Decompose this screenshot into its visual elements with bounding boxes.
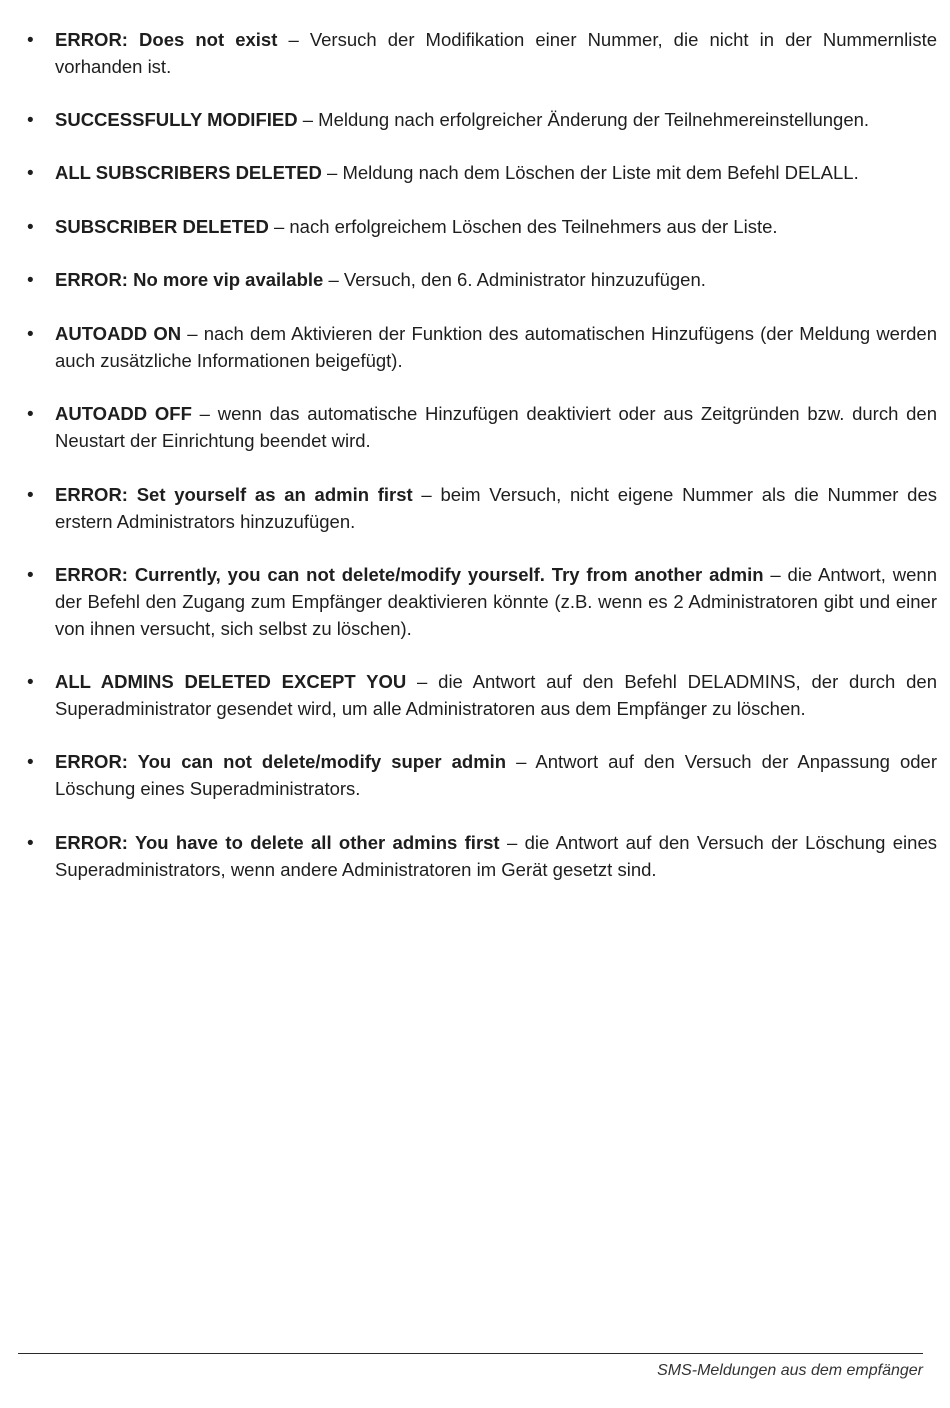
list-item-text — [55, 400, 937, 454]
list-item-text — [55, 561, 937, 642]
message-term: ALL ADMINS DELETED EXCEPT YOU — [55, 671, 407, 692]
bullet-icon: • — [27, 672, 34, 693]
list-item-text — [55, 106, 937, 133]
message-description: – Antwort auf den Versuch der Anpassung oder Löschung eines Superadministrators. — [55, 751, 937, 799]
list-item-text — [55, 829, 937, 883]
message-description: – die Antwort auf den Versuch der Löschung eines Superadministrators, wenn andere Administratoren im Gerät gesetzt sind. — [55, 832, 937, 880]
bullet-icon: • — [27, 485, 34, 506]
list-item-text — [55, 159, 937, 186]
list-item-text — [55, 668, 937, 722]
message-term: ERROR: Set yourself as an admin first — [55, 484, 413, 505]
message-term: SUCCESSFULLY MODIFIED — [55, 109, 298, 130]
message-description: – die Antwort auf den Befehl DELADMINS, der durch den Superadministrator gesendet wird, um alle Administratoren aus dem Empfänger zu löschen. — [55, 671, 937, 719]
message-description: – Meldung nach dem Löschen der Liste mit dem Befehl DELALL. — [321, 162, 859, 183]
footer-divider — [18, 1353, 923, 1354]
bullet-icon: • — [27, 30, 34, 51]
list-item-text — [55, 213, 937, 240]
message-term: ERROR: You have to delete all other admins first — [55, 832, 500, 853]
list-item-text — [55, 266, 937, 293]
bullet-icon: • — [27, 217, 34, 238]
bullet-icon: • — [27, 565, 34, 586]
message-description: – die Antwort, wenn der Befehl den Zugang zum Empfänger deaktivieren könnte (z.B. wenn es 2 Administratoren gibt und einer von ihnen versucht, sich selbst zu löschen). — [55, 564, 937, 639]
list-item-text — [55, 481, 937, 535]
message-description: – nach erfolgreichem Löschen des Teilnehmers aus der Liste. — [268, 216, 778, 237]
message-description: – beim Versuch, nicht eigene Nummer als die Nummer des erstern Administrators hinzuzufügen. — [55, 484, 937, 532]
message-description: – wenn das automatische Hinzufügen deaktiviert oder aus Zeitgründen bzw. durch den Neustart der Einrichtung beendet wird. — [55, 403, 937, 451]
message-description: – Meldung nach erfolgreicher Änderung der Teilnehmereinstellungen. — [297, 109, 870, 130]
bullet-icon: • — [27, 163, 34, 184]
message-description: – nach dem Aktivieren der Funktion des automatischen Hinzufügens (der Meldung werden auch zusätzliche Informationen beigefügt). — [55, 323, 938, 371]
footer-section-title: SMS-Meldungen aus dem empfänger — [657, 1362, 923, 1379]
list-item-text — [55, 26, 937, 80]
message-description: – Versuch, den 6. Administrator hinzuzufügen. — [323, 269, 706, 290]
list-item-text — [55, 748, 937, 802]
message-term: SUBSCRIBER DELETED — [55, 216, 269, 237]
message-term: ERROR: Does not exist — [55, 29, 278, 50]
message-description: – Versuch der Modifikation einer Nummer, die nicht in der Nummernliste vorhanden ist. — [55, 29, 937, 77]
bullet-icon: • — [27, 404, 34, 425]
message-term: ALL SUBSCRIBERS DELETED — [55, 162, 322, 183]
bullet-icon: • — [27, 110, 34, 131]
message-term: ERROR: Currently, you can not delete/modify yourself. Try from another admin — [55, 564, 764, 585]
message-term: ERROR: No more vip available — [55, 269, 324, 290]
message-term: ERROR: You can not delete/modify super admin — [55, 751, 507, 772]
message-term: AUTOADD ON — [55, 323, 182, 344]
bullet-icon: • — [27, 833, 34, 854]
bullet-icon: • — [27, 752, 34, 773]
list-item-text — [55, 320, 937, 374]
message-term: AUTOADD OFF — [55, 403, 192, 424]
bullet-icon: • — [27, 324, 34, 345]
bullet-icon: • — [27, 270, 34, 291]
